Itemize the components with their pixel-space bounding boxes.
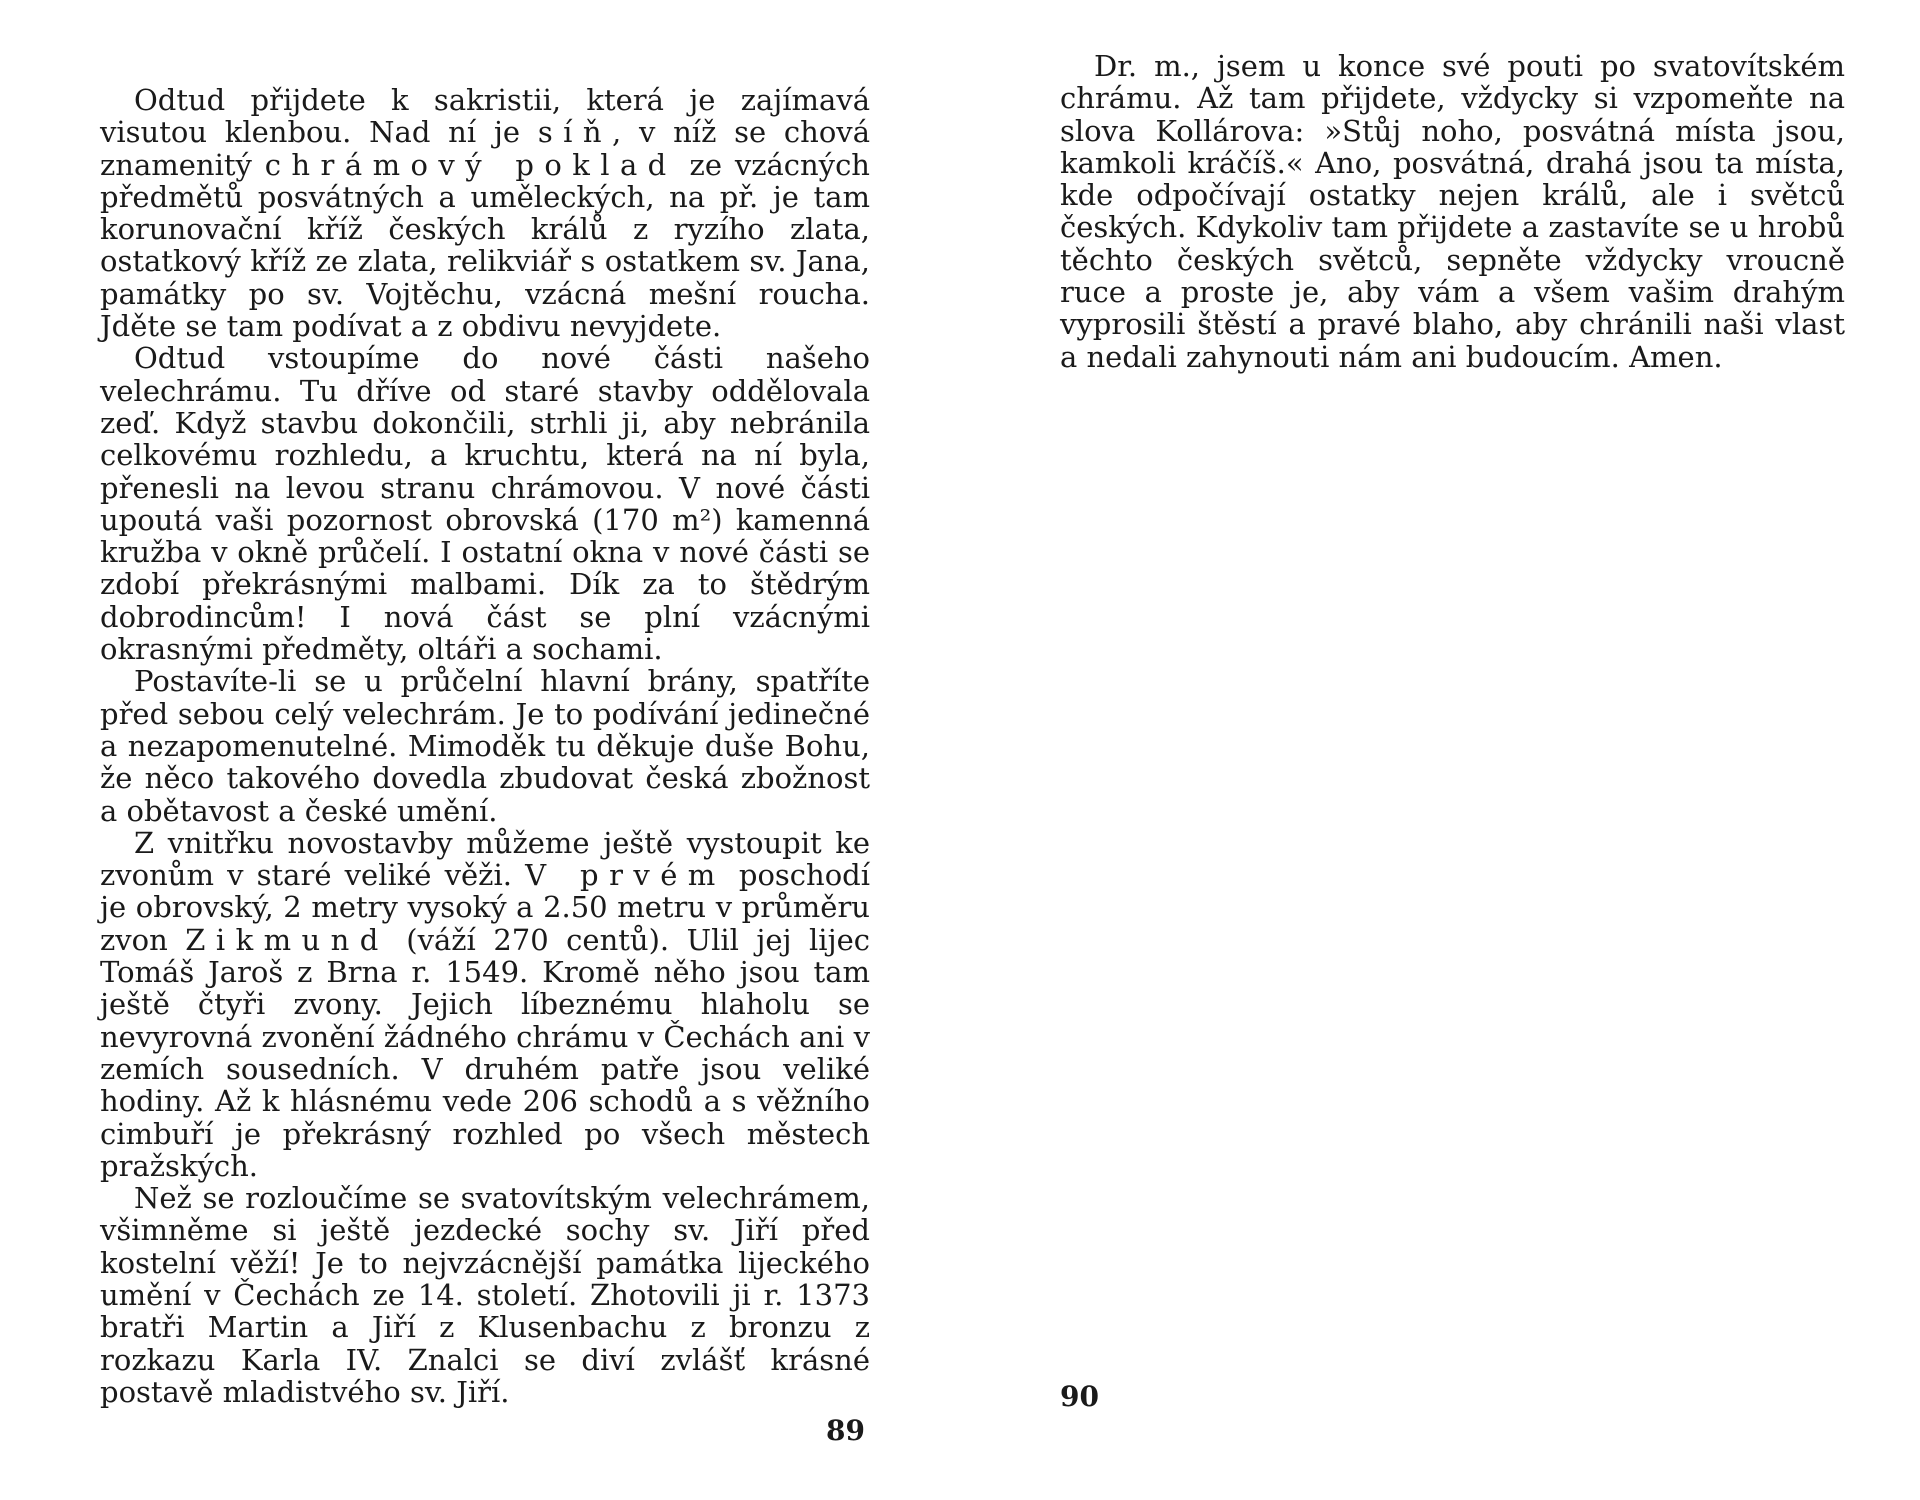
paragraph [100,1182,870,1408]
text-run: Než se rozloučíme se svatovítským velechrámem, všimněme si ještě jezdecké sochy sv. Jiří před kostelní věží! Je to nejvzácnější památka lijeckého umění v Čechách ze 14. století. Zhotovili ji r. 1373 bratři Martin a Jiří z Klusenbachu z bronzu z rozkazu Karla IV. Znalci se diví zvlášť krásné postavě mladistvého sv. Jiří. [100,1181,870,1409]
text-run: Odtud vstoupíme do nové části našeho velechrámu. Tu dříve od staré stavby oddělovala zeď. Když stavbu dokončili, strhli ji, aby nebránila celkovému rozhledu, a kruchtu, která na ní byla, přenesli na levou stranu chrámovou. V nové části upoutá vaši pozornost obrovská (170 m²) kamenná kružba v okně průčelí. I ostatní okna v nové části se zdobí překrásnými malbami. Dík za to štědrým dobrodincům! I nová část se plní vzácnými okrasnými předměty, oltáři a sochami. [100,341,870,667]
text-run: Postavíte-li se u průčelní hlavní brány, spatříte před sebou celý velechrám. Je to podívání jedinečné a nezapomenutelné. Mimoděk tu děkuje duše Bohu, že něco takového dovedla zbudovat česká zbožnost a obětavost a české umění. [100,664,870,828]
text-run-spaced: Zikmund [185,922,389,957]
text-run: , v níž se chová znamenitý [100,115,870,182]
text-run-spaced: chrámový poklad [264,147,677,182]
page-number: 89 [826,1414,865,1447]
text-run: (váží 270 centů). Ulil jej lijec Tomáš Jaroš z Brna r. 1549. Kromě něho jsou tam ještě čtyři zvony. Jejich líbeznému hlaholu se nevyrovná zvonění žádného chrámu v Čechách ani v zemích sousedních. V druhém patře jsou veliké hodiny. Až k hlásnému vede 206 schodů a s věžního cimbuří je překrásný rozhled po všech městech pražských. [100,922,870,1183]
paragraph [100,827,870,1182]
paragraph [100,665,870,826]
text-run: poschodí je obrovský, 2 metry vysoký a 2.50 metru v průměru zvon [100,858,871,957]
right-page [960,0,1920,1500]
paragraph [100,84,870,342]
right-page-text [1060,50,1845,373]
page-number: 90 [1060,1380,1099,1413]
paragraph [100,342,870,665]
text-run: ze vzácných předmětů posvátných a uměleckých, na př. je tam korunovační kříž českých králů z ryzího zlata, ostatkový kříž ze zlata, relikviář s ostatkem sv. Jana, památky po sv. Vojtěchu, vzácná mešní roucha. Jděte se tam podívat a z obdivu nevyjdete. [100,147,870,344]
text-run: Dr. m., jsem u konce své pouti po svatovítském chrámu. Až tam přijdete, vždycky si vzpomeňte na slova Kollárova: »Stůj noho, posvátná místa jsou, kamkoli kráčíš.« Ano, posvátná, drahá jsou ta místa, kde odpočívají ostatky nejen králů, ale i světců českých. Kdykoliv tam přijdete a zastavíte se u hrobů těchto českých světců, sepněte vždycky vroucně ruce a proste je, aby vám a všem vašim drahým vyprosili štěstí a pravé blaho, aby chránili naši vlast a nedali zahynouti nám ani budoucím. Amen. [1060,49,1845,374]
text-run: Z vnitřku novostavby můžeme ještě vystoupit ke zvonům v staré veliké věži. [100,825,870,893]
text-run: Odtud přijdete k sakristii, která je zajímavá visutou klenbou. Nad ní je [100,83,870,150]
left-page-text [100,84,870,1408]
paragraph [1060,50,1845,373]
text-run-spaced: síň [537,115,612,150]
text-run-spaced: V prvém [525,858,726,893]
